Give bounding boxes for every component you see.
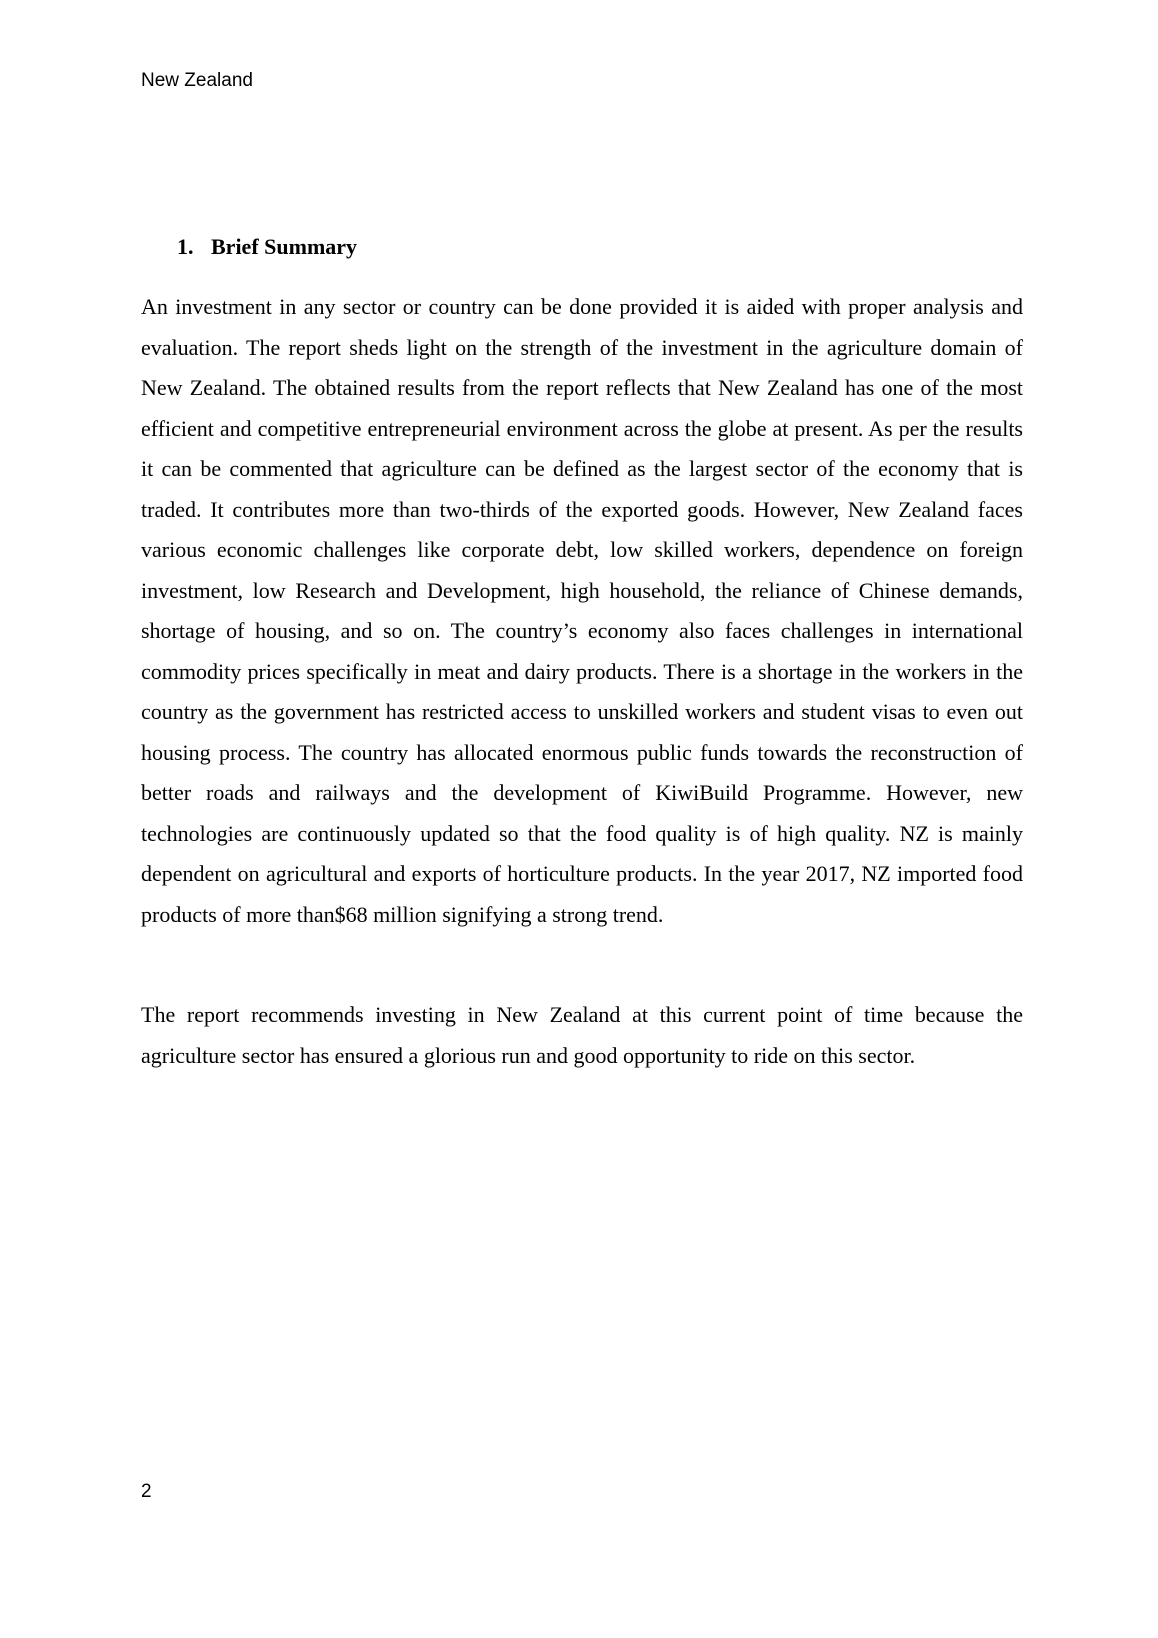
section-number: 1. <box>177 234 194 259</box>
page-number: 2 <box>141 1481 152 1502</box>
section-title: Brief Summary <box>211 234 358 259</box>
summary-paragraph: An investment in any sector or country can be done provided it is aided with proper analysis and evaluation. The report sheds light on the strength of the investment in the agriculture domain of New Zealand. The obtained results from the report reflects that New Zealand has one of the most efficient and competitive entrepreneurial environment across the globe at present. As per the results it can be commented that agriculture can be defined as the largest sector of the economy that is traded. It contributes more than two-thirds of the exported goods. However, New Zealand faces various economic challenges like corporate debt, low skilled workers, dependence on foreign investment, low Research and Development, high household, the reliance of Chinese demands, shortage of housing, and so on. The country’s economy also faces challenges in international commodity prices specifically in meat and dairy products. There is a shortage in the workers in the country as the government has restricted access to unskilled workers and student visas to even out housing process. The country has allocated enormous public funds towards the reconstruction of better roads and railways and the development of KiwiBuild Programme. However, new technologies are continuously updated so that the food quality is of high quality. NZ is mainly dependent on agricultural and exports of horticulture products. In the year 2017, NZ imported food products of more than$68 million signifying a strong trend. <box>141 294 1023 927</box>
page-header: New Zealand <box>141 70 253 91</box>
recommendation-paragraph: The report recommends investing in New Zealand at this current point of time because the agriculture sector has ensured a glorious run and good opportunity to ride on this sector. <box>141 1002 1023 1068</box>
section-heading <box>141 232 357 262</box>
